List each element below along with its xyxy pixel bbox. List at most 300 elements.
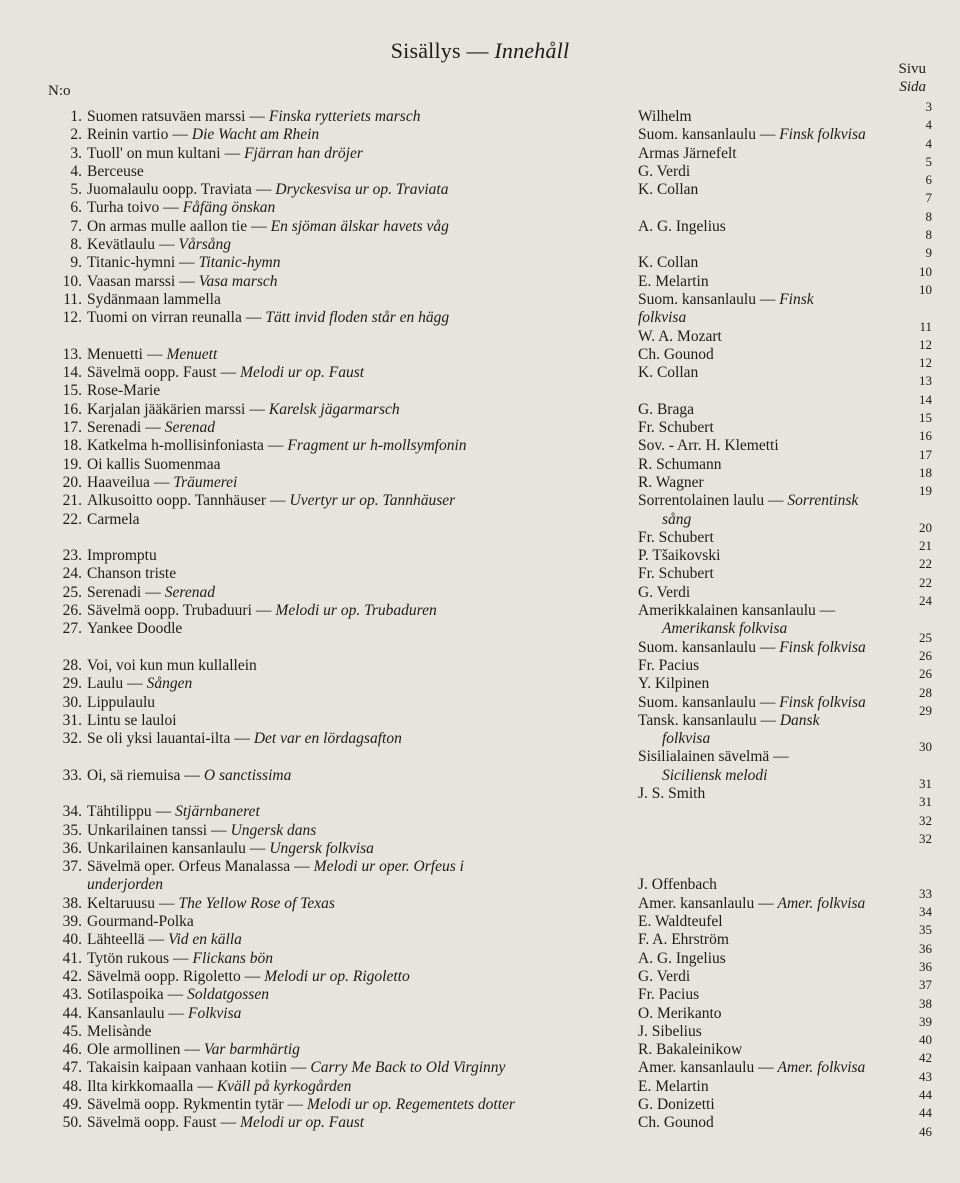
- entry-number: 10.: [62, 272, 82, 290]
- entry-number: 32.: [62, 730, 82, 748]
- entry-number: 50.: [62, 1114, 82, 1132]
- page-number: 4: [925, 135, 932, 151]
- dash-separator: —: [211, 821, 227, 839]
- dash-separator: —: [245, 309, 262, 327]
- entry-number: 36.: [62, 839, 82, 857]
- list-item: [48, 986, 638, 1004]
- dash-separator: —: [220, 364, 237, 382]
- list-item: [48, 565, 638, 583]
- title-finnish: Keltaruusu: [87, 894, 156, 912]
- composer-item: [638, 767, 938, 785]
- composer-name: E. Melartin: [638, 272, 709, 290]
- title-swedish: Serenad: [164, 419, 215, 437]
- composer-name: W. A. Mozart: [638, 327, 722, 345]
- list-item: [48, 950, 638, 968]
- list-item: [48, 657, 638, 675]
- title-swedish: Flickans bön: [192, 949, 274, 967]
- list-item: [48, 1041, 638, 1059]
- list-item: [48, 547, 638, 565]
- title-swedish: Melodi ur op. Trubaduren: [275, 602, 437, 620]
- composer-item: [638, 584, 938, 602]
- page-number: 10: [919, 281, 932, 297]
- composer-name: Suom. kansanlaulu —: [638, 290, 776, 308]
- composer-item: [638, 529, 938, 547]
- composer-item: [638, 547, 938, 565]
- title-finnish: Oi, sä riemuisa: [87, 766, 181, 784]
- composer-note: Finsk folkvisa: [779, 126, 866, 144]
- entry-number: 47.: [62, 1059, 82, 1077]
- composer-item: [638, 895, 938, 913]
- title-finnish: Reinin vartio: [87, 126, 169, 144]
- composer-item: [638, 163, 938, 181]
- entry-number: 1.: [70, 108, 82, 125]
- composer-name: G. Verdi: [638, 162, 691, 180]
- title-swedish: Fåfäng önskan: [182, 199, 276, 217]
- list-item: [48, 419, 638, 437]
- entry-number: 44.: [62, 1004, 82, 1022]
- title-finnish: Sydänmaan lammella: [87, 290, 221, 308]
- page-number: 46: [919, 1123, 932, 1139]
- page-number: 14: [919, 391, 932, 407]
- page-number: 24: [919, 593, 932, 609]
- page-number: 26: [919, 647, 932, 663]
- dash-separator: —: [184, 766, 200, 784]
- title-finnish: Tuomi on virran reunalla: [87, 309, 242, 327]
- title-swedish: Carry Me Back to Old Virginny: [310, 1059, 506, 1077]
- page-number: 43: [919, 1068, 932, 1084]
- title-swedish: The Yellow Rose of Texas: [178, 894, 335, 912]
- title-finnish: Takaisin kaipaan vanhaan kotiin: [87, 1059, 287, 1077]
- title-swedish: Menuett: [166, 345, 218, 363]
- title-swedish: Fragment ur h-mollsymfonin: [287, 437, 467, 455]
- dash-separator: —: [146, 345, 163, 363]
- list-item: [48, 694, 638, 712]
- title-finnish: Berceuse: [87, 162, 144, 180]
- title-finnish: Haaveilua: [87, 473, 150, 491]
- title-swedish: O sanctissima: [203, 766, 292, 784]
- dash-separator: —: [234, 730, 250, 748]
- list-item: [48, 492, 638, 510]
- list-item: [48, 1023, 638, 1041]
- title-finnish: Rose-Marie: [87, 382, 161, 400]
- composer-name: A. G. Ingelius: [638, 217, 726, 235]
- composer-item: [638, 1059, 938, 1077]
- composer-item: [638, 474, 938, 492]
- entry-number: 22.: [62, 510, 82, 528]
- composer-item: [638, 1023, 938, 1041]
- title-swedish: Vid en källa: [168, 931, 242, 949]
- page-number: 6: [925, 172, 932, 188]
- dash-separator: —: [159, 236, 175, 254]
- composer-name: R. Schumann: [638, 455, 722, 473]
- list-item: [48, 620, 638, 638]
- composer-item: [638, 712, 938, 730]
- list-item: [48, 584, 638, 602]
- entry-number: 25.: [62, 583, 82, 601]
- title-finnish: Serenadi: [87, 419, 142, 437]
- page-number: 8: [925, 227, 932, 243]
- entry-number: 39.: [62, 913, 82, 931]
- list-item: [48, 181, 638, 199]
- composer-list: [638, 108, 938, 1133]
- title-finnish: Sävelmä oper. Orfeus Manalassa: [87, 858, 291, 876]
- title-swedish: Karelsk jägarmarsch: [268, 400, 400, 418]
- title-swedish: Vasa marsch: [198, 272, 278, 290]
- composer-item: [638, 950, 938, 968]
- entry-number: 24.: [62, 565, 82, 583]
- composer-item: [638, 236, 938, 254]
- dash-separator: —: [145, 419, 161, 437]
- list-item: [48, 712, 638, 730]
- entry-number: 4.: [70, 162, 82, 180]
- title-finnish: Sävelmä oopp. Rykmentin tytär: [87, 1096, 284, 1114]
- title-finnish: Yankee Doodle: [87, 620, 183, 638]
- title-finnish: Unkarilainen tanssi: [87, 821, 208, 839]
- page-number: 7: [925, 190, 932, 206]
- list-item: [48, 273, 638, 291]
- composer-name: F. A. Ehrström: [638, 931, 729, 949]
- song-title-list: [48, 108, 638, 1133]
- list-item: [48, 126, 638, 144]
- title-swedish: Kväll på kyrkogården: [216, 1077, 352, 1095]
- composer-item: [638, 931, 938, 949]
- page-number: 10: [919, 263, 932, 279]
- page-label-finnish: Sivu: [898, 61, 926, 77]
- composer-item: [638, 364, 938, 382]
- entry-number: 41.: [62, 949, 82, 967]
- list-item: [48, 474, 638, 492]
- title-swedish: Träumerei: [173, 473, 238, 491]
- page-number: 8: [925, 208, 932, 224]
- composer-note: Amerikansk folkvisa: [662, 620, 788, 638]
- page-number: [900, 720, 932, 738]
- list-item: [48, 730, 638, 748]
- title-swedish: Folkvisa: [187, 1004, 242, 1022]
- entry-number: 18.: [62, 437, 82, 455]
- page-number: 44: [919, 1105, 932, 1121]
- list-item: [48, 108, 638, 126]
- title-swedish: Sången: [146, 675, 193, 693]
- list-item: [48, 511, 638, 529]
- page-number: 19: [919, 483, 932, 499]
- composer-name: G. Verdi: [638, 583, 691, 601]
- entry-number: 43.: [62, 986, 82, 1004]
- title-finnish: Tähtilippu: [87, 803, 152, 821]
- title-finnish: Sävelmä oopp. Faust: [87, 364, 217, 382]
- page-number: 13: [919, 373, 932, 389]
- title-finnish: Ilta kirkkomaalla: [87, 1077, 194, 1095]
- title-swedish: Stjärnbaneret: [175, 803, 260, 821]
- title-swedish: Melodi ur op. Faust: [240, 1114, 365, 1132]
- title-swedish: Melodi ur oper. Orfeus i: [313, 858, 464, 876]
- group-spacer: [48, 639, 638, 657]
- page-number: 36: [919, 940, 932, 956]
- entry-number: 45.: [62, 1022, 82, 1040]
- composer-item: [638, 437, 938, 455]
- page-number: 22: [919, 574, 932, 590]
- composer-item: [638, 639, 938, 657]
- list-item: [48, 822, 638, 840]
- dash-separator: —: [249, 839, 266, 857]
- composer-item: [638, 108, 938, 126]
- title-finnish: Turha toivo: [87, 199, 160, 217]
- title-finnish: Vaasan marssi: [87, 272, 176, 290]
- title-finnish: Oi kallis Suomenmaa: [87, 455, 221, 473]
- composer-item: [638, 419, 938, 437]
- page-number: 21: [919, 538, 932, 554]
- composer-name: Tansk. kansanlaulu —: [638, 711, 776, 729]
- page-number: [900, 299, 932, 317]
- composer-item: [638, 1114, 938, 1132]
- dash-separator: —: [267, 437, 284, 455]
- entry-number: 12.: [62, 309, 82, 327]
- page-number: 35: [919, 922, 932, 938]
- page-number: 31: [919, 775, 932, 791]
- title-swedish: En sjöman älskar havets våg: [270, 217, 449, 235]
- dash-separator: —: [127, 675, 143, 693]
- composer-name: Fr. Schubert: [638, 528, 714, 546]
- title-finnish: Suomen ratsuväen marssi: [87, 108, 246, 125]
- composer-item: [638, 876, 938, 894]
- dash-separator: —: [197, 1077, 213, 1095]
- composer-name: Sorrentolainen laulu —: [638, 492, 784, 510]
- title-swedish: Melodi ur op. Faust: [240, 364, 365, 382]
- composer-note: folkvisa: [638, 309, 687, 327]
- entry-number: 23.: [62, 547, 82, 565]
- title-finnish: Sävelmä oopp. Rigoletto: [87, 967, 241, 985]
- dash-separator: —: [255, 602, 272, 620]
- page-number: 31: [919, 794, 932, 810]
- number-column-header: N:o: [48, 83, 71, 99]
- title-swedish: Det var en lördagsafton: [253, 730, 402, 748]
- entry-number: 5.: [70, 181, 82, 199]
- page-number: [900, 848, 932, 866]
- composer-name: Sisilialainen sävelmä —: [638, 748, 789, 766]
- page-number: [900, 501, 932, 519]
- composer-name: K. Collan: [638, 254, 699, 272]
- list-item: [48, 437, 638, 455]
- dash-separator: —: [148, 931, 165, 949]
- title-swedish: Finska rytteriets marsch: [268, 108, 421, 125]
- group-spacer: [48, 748, 638, 766]
- title-finnish: Sotilaspoika: [87, 986, 164, 1004]
- composer-name: Suom. kansanlaulu —: [638, 693, 776, 711]
- title-finnish: Katkelma h-mollisinfoniasta: [87, 437, 264, 455]
- composer-name: Sov. - Arr. H. Klemetti: [638, 437, 779, 455]
- composer-item: [638, 291, 938, 309]
- title-swedish: Soldatgossen: [187, 986, 269, 1004]
- composer-name: E. Waldteufel: [638, 913, 723, 931]
- list-item: [48, 931, 638, 949]
- composer-item: [638, 511, 938, 529]
- composer-name: R. Wagner: [638, 473, 704, 491]
- entry-number: 49.: [62, 1096, 82, 1114]
- composer-note: Siciliensk melodi: [662, 766, 768, 784]
- page-number: 26: [919, 666, 932, 682]
- dash-separator: —: [145, 583, 161, 601]
- title-swedish: Dryckesvisa ur op. Traviata: [275, 181, 449, 199]
- title-finnish: Carmela: [87, 510, 140, 528]
- composer-name: R. Bakaleinikow: [638, 1041, 743, 1059]
- list-item: [48, 236, 638, 254]
- title-swedish: Vårsång: [178, 236, 232, 254]
- list-item: [48, 401, 638, 419]
- list-item: [48, 309, 638, 327]
- entry-number: 37.: [62, 858, 82, 876]
- composer-name: Amer. kansanlaulu —: [638, 894, 774, 912]
- title-finnish: Impromptu: [87, 547, 157, 565]
- dash-separator: —: [159, 894, 175, 912]
- entry-number: 26.: [62, 602, 82, 620]
- composer-item: [638, 309, 938, 327]
- list-item: [48, 364, 638, 382]
- entry-number: 34.: [62, 803, 82, 821]
- dash-separator: —: [184, 1041, 200, 1059]
- composer-name: K. Collan: [638, 181, 699, 199]
- composer-item: [638, 199, 938, 217]
- composer-item: [638, 785, 938, 803]
- list-item: [48, 145, 638, 163]
- composer-name: Armas Järnefelt: [638, 144, 737, 162]
- composer-item: [638, 328, 938, 346]
- composer-item: [638, 218, 938, 236]
- title-finnish: Lippulaulu: [87, 693, 156, 711]
- composer-item: [638, 273, 938, 291]
- title-swedish: Melodi ur op. Rigoletto: [264, 967, 410, 985]
- list-item: [48, 1005, 638, 1023]
- list-item: [48, 840, 638, 858]
- page-number: 30: [919, 739, 932, 755]
- title-finnish: Titanic-hymni: [87, 254, 176, 272]
- list-item: [48, 291, 638, 309]
- title-finnish: Se oli yksi lauantai-ilta: [87, 730, 231, 748]
- page-label-swedish: Sida: [899, 79, 926, 95]
- composer-item: [638, 1078, 938, 1096]
- entry-number: 3.: [70, 144, 82, 162]
- dash-separator: —: [179, 272, 195, 290]
- dash-separator: —: [155, 803, 172, 821]
- page-number: 28: [919, 684, 932, 700]
- entry-number: 7.: [70, 217, 82, 235]
- composer-item: [638, 822, 938, 840]
- entry-number: 29.: [62, 675, 82, 693]
- list-item: [48, 456, 638, 474]
- page-title: [0, 38, 960, 64]
- composer-item: [638, 968, 938, 986]
- composer-item: [638, 492, 938, 510]
- title-swedish: Fjärran han dröjer: [244, 144, 363, 162]
- page-number: 9: [925, 245, 932, 261]
- entry-number: 9.: [70, 254, 82, 272]
- title-finnish: Tuoll' on mun kultani: [87, 144, 221, 162]
- page-number: 15: [919, 410, 932, 426]
- title-swedish: Uvertyr ur op. Tannhäuser: [289, 492, 456, 510]
- dash-separator: —: [224, 144, 241, 162]
- dash-separator: —: [294, 858, 310, 876]
- page-number: 39: [919, 1013, 932, 1029]
- composer-item: [638, 254, 938, 272]
- composer-note: Sorrentinsk: [787, 492, 859, 510]
- composer-item: [638, 602, 938, 620]
- list-item: [48, 602, 638, 620]
- composer-name: G. Braga: [638, 400, 694, 418]
- title-finnish: Lähteellä: [87, 931, 145, 949]
- dash-separator: —: [179, 254, 195, 272]
- group-spacer: [48, 529, 638, 547]
- title-finnish: Serenadi: [87, 583, 142, 601]
- composer-item: [638, 145, 938, 163]
- title-finnish: Karjalan jääkärien marssi: [87, 400, 246, 418]
- composer-name: J. Sibelius: [638, 1022, 702, 1040]
- composer-item: [638, 565, 938, 583]
- page-number: 36: [919, 958, 932, 974]
- page-number: 17: [919, 446, 932, 462]
- composer-name: O. Merikanto: [638, 1004, 722, 1022]
- composer-note: Finsk folkvisa: [779, 693, 866, 711]
- composer-name: Amerikkalainen kansanlaulu —: [638, 602, 836, 620]
- composer-name: G. Donizetti: [638, 1096, 715, 1114]
- composer-item: [638, 456, 938, 474]
- page-number: 12: [919, 336, 932, 352]
- page-number: 29: [919, 702, 932, 718]
- composer-name: G. Verdi: [638, 967, 691, 985]
- entry-number: 27.: [62, 620, 82, 638]
- title-finnish: Juomalaulu oopp. Traviata: [87, 181, 252, 199]
- entry-number: 30.: [62, 693, 82, 711]
- composer-item: [638, 748, 938, 766]
- composer-name: E. Melartin: [638, 1077, 709, 1095]
- page-number: 4: [925, 117, 932, 133]
- title-swedish: Tätt invid floden står en hägg: [265, 309, 450, 327]
- composer-name: Suom. kansanlaulu —: [638, 638, 776, 656]
- entry-number: 46.: [62, 1041, 82, 1059]
- composer-item: [638, 913, 938, 931]
- list-item: [48, 1114, 638, 1132]
- dash-separator: —: [163, 199, 179, 217]
- list-item: [48, 254, 638, 272]
- list-item: [48, 803, 638, 821]
- composer-item: [638, 986, 938, 1004]
- composer-note: sång: [662, 510, 692, 528]
- composer-name: J. Offenbach: [638, 876, 717, 894]
- composer-name: P. Tšaikovski: [638, 547, 721, 565]
- title-swedish: Melodi ur op. Regementets dotter: [307, 1096, 515, 1114]
- title-swedish: Die Wacht am Rhein: [191, 126, 320, 144]
- title-finnish: Sisällys —: [390, 38, 489, 63]
- composer-note: Finsk folkvisa: [779, 638, 866, 656]
- list-item: [48, 199, 638, 217]
- composer-item: [638, 1005, 938, 1023]
- dash-separator: —: [270, 492, 286, 510]
- page-number: [900, 866, 932, 884]
- page-number: 42: [919, 1050, 932, 1066]
- page-number: 5: [925, 153, 932, 169]
- page-number: 18: [919, 464, 932, 480]
- title-finnish: Alkusoitto oopp. Tannhäuser: [87, 492, 267, 510]
- dash-separator: —: [172, 126, 188, 144]
- page-number: 37: [919, 977, 932, 993]
- title-finnish: Gourmand-Polka: [87, 913, 194, 931]
- composer-name: Amer. kansanlaulu —: [638, 1059, 774, 1077]
- list-item: [48, 1096, 638, 1114]
- composer-item: [638, 401, 938, 419]
- composer-item: [638, 382, 938, 400]
- composer-note: Amer. folkvisa: [777, 1059, 866, 1077]
- list-item: [48, 346, 638, 364]
- title-finnish: Lintu se lauloi: [87, 711, 177, 729]
- page-number: 25: [919, 629, 932, 645]
- dash-separator: —: [173, 949, 189, 967]
